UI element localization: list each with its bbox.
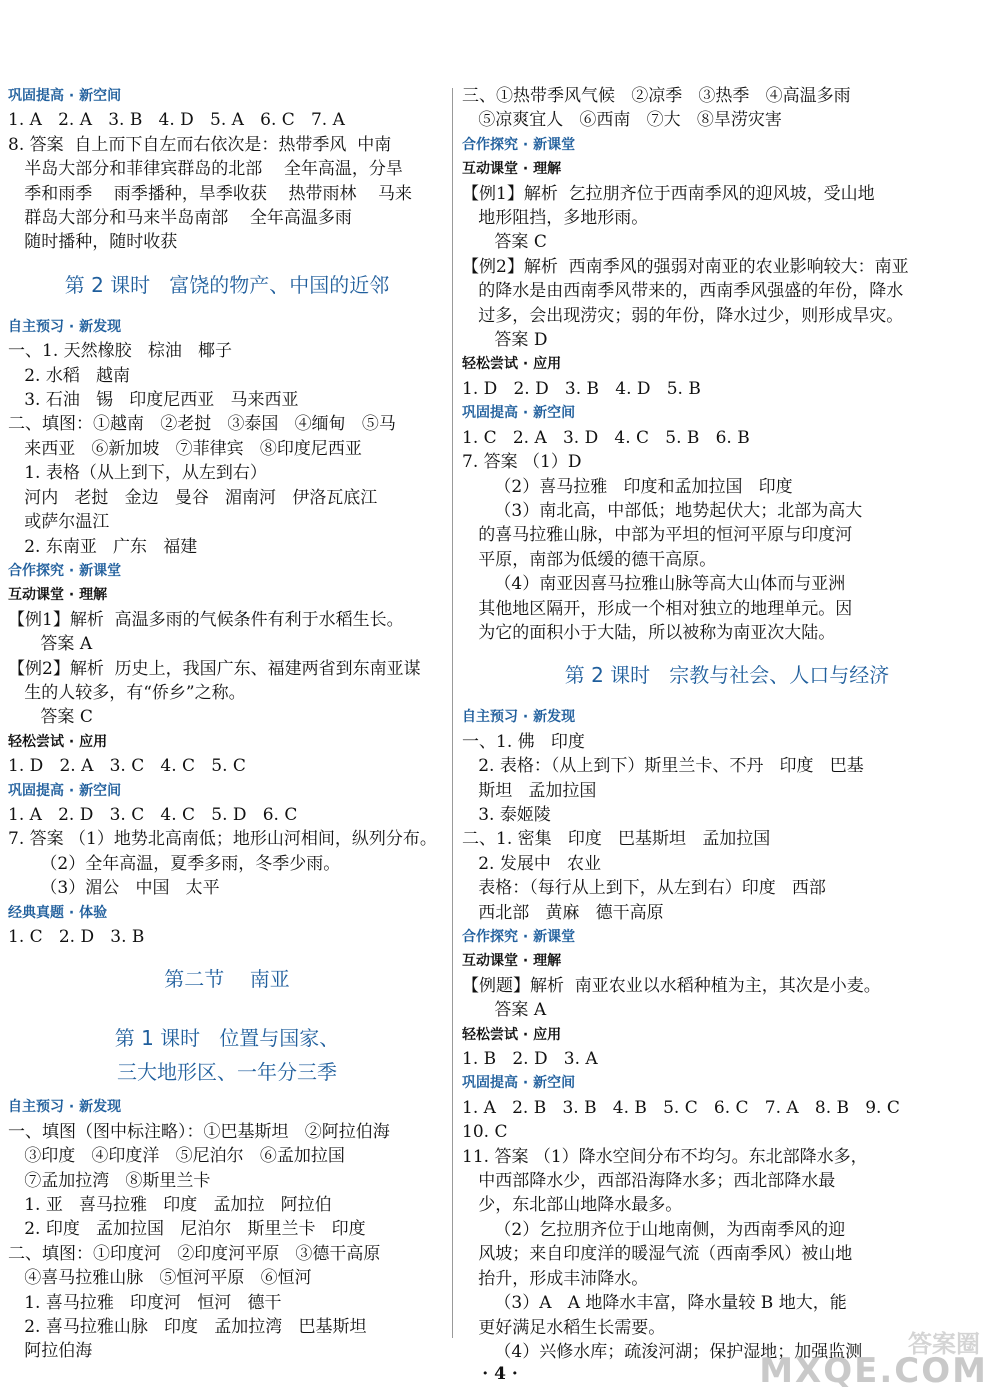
answer-line: 斯坦 孟加拉国 bbox=[462, 780, 597, 801]
answer-line: 2. 印度 孟加拉国 尼泊尔 斯里兰卡 印度 bbox=[8, 1219, 366, 1240]
watermark-logo: 答案圈 bbox=[908, 1330, 980, 1358]
answer-line: 风坡；来自印度洋的暖湿气流（西南季风）被山地 bbox=[462, 1244, 853, 1265]
answer-line: 二、填图：①越南 ②老挝 ③泰国 ④缅甸 ⑤马 bbox=[8, 414, 396, 435]
answer-line: 【例题】解析 南亚农业以水稻种植为主，其次是小麦。 bbox=[462, 975, 881, 996]
answer-line: 答案 C bbox=[462, 232, 547, 253]
subsection-label: 轻松尝试 · 应用 bbox=[462, 356, 562, 373]
section-label: 经典真题 · 体验 bbox=[8, 904, 108, 921]
section-label: 合作探究 · 新课堂 bbox=[462, 136, 576, 153]
page-number: · 4 · bbox=[482, 1364, 518, 1384]
answer-line: 西北部 黄麻 德干高原 bbox=[462, 902, 664, 923]
answer-line: 1. C 2. D 3. B bbox=[8, 927, 145, 947]
column-divider bbox=[452, 88, 453, 1338]
lesson-heading: 第 2 课时 宗教与社会、人口与经济 bbox=[564, 663, 890, 688]
answer-line: 答案 A bbox=[8, 634, 93, 655]
subsection-label: 互动课堂 · 理解 bbox=[462, 161, 562, 178]
answer-line: ⑤凉爽宜人 ⑥西南 ⑦大 ⑧旱涝灾害 bbox=[462, 110, 782, 131]
answer-line: 1. 喜马拉雅 印度河 恒河 德干 bbox=[8, 1292, 282, 1313]
answer-line: 答案 C bbox=[8, 707, 93, 728]
subsection-label: 互动课堂 · 理解 bbox=[462, 953, 562, 970]
answer-line: 更好满足水稻生长需要。 bbox=[462, 1317, 666, 1338]
answer-line: （2）乞拉朋齐位于山地南侧，为西南季风的迎 bbox=[462, 1219, 846, 1240]
left-column bbox=[8, 84, 446, 1364]
lesson-heading: 第 2 课时 富饶的物产、中国的近邻 bbox=[64, 272, 390, 297]
answer-line: 2. 表格：（从上到下）斯里兰卡、不丹 印度 巴基 bbox=[462, 756, 864, 777]
section-label: 自主预习 · 新发现 bbox=[462, 709, 576, 726]
answer-line: 【例2】解析 历史上，我国广东、福建两省到东南亚谋 bbox=[8, 658, 421, 679]
answer-line: 一、填图（图中标注略）：①巴基斯坦 ②阿拉伯海 bbox=[8, 1121, 390, 1142]
section-label: 自主预习 · 新发现 bbox=[8, 318, 122, 335]
answer-line: 【例2】解析 西南季风的强弱对南亚的农业影响较大：南亚 bbox=[462, 256, 909, 277]
answer-line: （2）全年高温，夏季多雨，冬季少雨。 bbox=[8, 853, 341, 874]
answer-line: （2）喜马拉雅 印度和孟加拉国 印度 bbox=[462, 476, 793, 497]
answer-line: 河内 老挝 金边 曼谷 湄南河 伊洛瓦底江 bbox=[8, 487, 378, 508]
answer-line: 7. 答案 （1）地势北高南低；地形山河相间，纵列分布。 bbox=[8, 829, 437, 850]
answer-line: （3）湄公 中国 太平 bbox=[8, 878, 220, 899]
answer-line: 【例1】解析 乞拉朋齐位于西南季风的迎风坡，受山地 bbox=[462, 183, 875, 204]
answer-line: 2. 东南亚 广东 福建 bbox=[8, 536, 198, 557]
subsection-label: 互动课堂 · 理解 bbox=[8, 587, 108, 604]
section-heading: 第二节 南亚 bbox=[164, 967, 290, 992]
answer-line: 2. 喜马拉雅山脉 印度 孟加拉湾 巴基斯坦 bbox=[8, 1317, 367, 1338]
answer-line: 其他地区隔开，形成一个相对独立的地理单元。因 bbox=[462, 598, 853, 619]
answer-line: 11. 答案 （1）降水空间分布不均匀。东北部降水多， bbox=[462, 1146, 868, 1167]
answer-line: 1. A 2. A 3. B 4. D 5. A 6. C 7. A bbox=[8, 110, 345, 131]
answer-line: 抬升，形成丰沛降水。 bbox=[462, 1268, 649, 1289]
answer-line: 2. 水稻 越南 bbox=[8, 365, 131, 386]
section-label: 巩固提高 · 新空间 bbox=[8, 88, 122, 104]
lesson-heading bbox=[8, 1009, 446, 1095]
section-label: 合作探究 · 新课堂 bbox=[462, 929, 576, 945]
answer-line: 1. D 2. A 3. C 4. C 5. C bbox=[8, 756, 246, 777]
answer-line: （4）南亚因喜马拉雅山脉等高大山体而与亚洲 bbox=[462, 574, 846, 595]
subsection-label: 轻松尝试 · 应用 bbox=[462, 1026, 562, 1043]
answer-line: 来西亚 ⑥新加坡 ⑦菲律宾 ⑧印度尼西亚 bbox=[8, 438, 362, 459]
answer-line: 二、填图：①印度河 ②印度河平原 ③德干高原 bbox=[8, 1243, 381, 1264]
section-label: 巩固提高 · 新空间 bbox=[462, 1075, 576, 1092]
answer-line: 群岛大部分和马来半岛南部 全年高温多雨 bbox=[8, 208, 352, 229]
answer-line: 或萨尔温江 bbox=[8, 512, 110, 533]
answer-line: 过多，会出现涝灾；弱的年份，降水过少，则形成旱灾。 bbox=[462, 305, 904, 326]
right-column bbox=[462, 84, 992, 1364]
answer-line: 一、1. 佛 印度 bbox=[462, 731, 585, 752]
answer-line: 三、①热带季风气候 ②凉季 ③热季 ④高温多雨 bbox=[462, 86, 851, 106]
answer-line: 一、1. 天然橡胶 棕油 椰子 bbox=[8, 341, 233, 362]
answer-line: 【例1】解析 高温多雨的气候条件有利于水稻生长。 bbox=[8, 609, 404, 630]
answer-line: （3）南北高，中部低；地势起伏大；北部为高大 bbox=[462, 500, 863, 521]
subsection-label: 轻松尝试 · 应用 bbox=[8, 733, 108, 750]
answer-line: 随时播种，随时收获 bbox=[8, 232, 178, 253]
answer-line: 阿拉伯海 bbox=[8, 1341, 93, 1362]
answer-line: 1. A 2. B 3. B 4. B 5. C 6. C 7. A 8. B 9. C bbox=[462, 1097, 900, 1118]
answer-line: （4）兴修水库；疏浚河湖；保护湿地；加强监测 bbox=[462, 1341, 863, 1362]
answer-line: 半岛大部分和菲律宾群岛的北部 全年高温，分旱 bbox=[8, 159, 403, 180]
section-label: 合作探究 · 新课堂 bbox=[8, 562, 122, 579]
watermark-url: MXQE.COM bbox=[759, 1351, 988, 1391]
answer-line: 1. A 2. D 3. C 4. C 5. D 6. C bbox=[8, 804, 298, 825]
lesson-heading-line1: 第 1 课时 位置与国家、 bbox=[114, 1026, 340, 1051]
answer-line: 1. 表格（从上到下，从左到右） bbox=[8, 463, 267, 484]
answer-line: 二、1. 密集 印度 巴基斯坦 孟加拉国 bbox=[462, 829, 771, 850]
answer-line: （3）A A 地降水丰富，降水量较 B 地大，能 bbox=[462, 1293, 847, 1314]
section-label: 自主预习 · 新发现 bbox=[8, 1099, 122, 1116]
answer-line: 表格：（每行从上到下，从左到右）印度 西部 bbox=[462, 878, 826, 899]
answer-line: 10. C bbox=[462, 1122, 508, 1143]
answer-line: 平原，南部为低缓的德干高原。 bbox=[462, 549, 717, 570]
answer-line: 生的人较多，有“侨乡”之称。 bbox=[8, 682, 246, 703]
answer-line: 的降水是由西南季风带来的，西南季风强盛的年份，降水 bbox=[462, 281, 904, 302]
section-label: 巩固提高 · 新空间 bbox=[462, 405, 576, 422]
answer-line: 少，东北部山地降水最多。 bbox=[462, 1195, 683, 1216]
answer-line: 2. 发展中 农业 bbox=[462, 853, 602, 874]
answer-line: 中西部降水少，西部沿海降水多；西北部降水最 bbox=[462, 1171, 836, 1192]
answer-line: 答案 D bbox=[462, 330, 548, 351]
answer-line: 3. 石油 锡 印度尼西亚 马来西亚 bbox=[8, 390, 299, 411]
answer-line: ④喜马拉雅山脉 ⑤恒河平原 ⑥恒河 bbox=[8, 1268, 312, 1289]
answer-line: 3. 泰姬陵 bbox=[462, 804, 551, 825]
answer-line: 7. 答案 （1）D bbox=[462, 452, 582, 473]
lesson-heading-line2: 三大地形区、一年分三季 bbox=[117, 1060, 337, 1085]
answer-line: ③印度 ④印度洋 ⑤尼泊尔 ⑥孟加拉国 bbox=[8, 1146, 345, 1167]
answer-line: 季和雨季 雨季播种，旱季收获 热带雨林 马来 bbox=[8, 183, 413, 204]
answer-line: 地形阻挡，多地形雨。 bbox=[462, 208, 649, 229]
answer-line: 答案 A bbox=[462, 1000, 547, 1021]
answer-line: ⑦孟加拉湾 ⑧斯里兰卡 bbox=[8, 1170, 211, 1191]
answer-line: 1. 亚 喜马拉雅 印度 孟加拉 阿拉伯 bbox=[8, 1195, 332, 1216]
answer-line: 的喜马拉雅山脉，中部为平坦的恒河平原与印度河 bbox=[462, 525, 853, 546]
answer-line: 1. C 2. A 3. D 4. C 5. B 6. B bbox=[462, 427, 750, 448]
answer-line: 1. B 2. D 3. A bbox=[462, 1049, 598, 1070]
answer-line: 1. D 2. D 3. B 4. D 5. B bbox=[462, 378, 701, 399]
section-label: 巩固提高 · 新空间 bbox=[8, 782, 122, 799]
answer-line: 为它的面积小于大陆，所以被称为南亚次大陆。 bbox=[462, 622, 836, 643]
answer-line: 8. 答案 自上而下自左而右依次是：热带季风 中南 bbox=[8, 134, 392, 155]
